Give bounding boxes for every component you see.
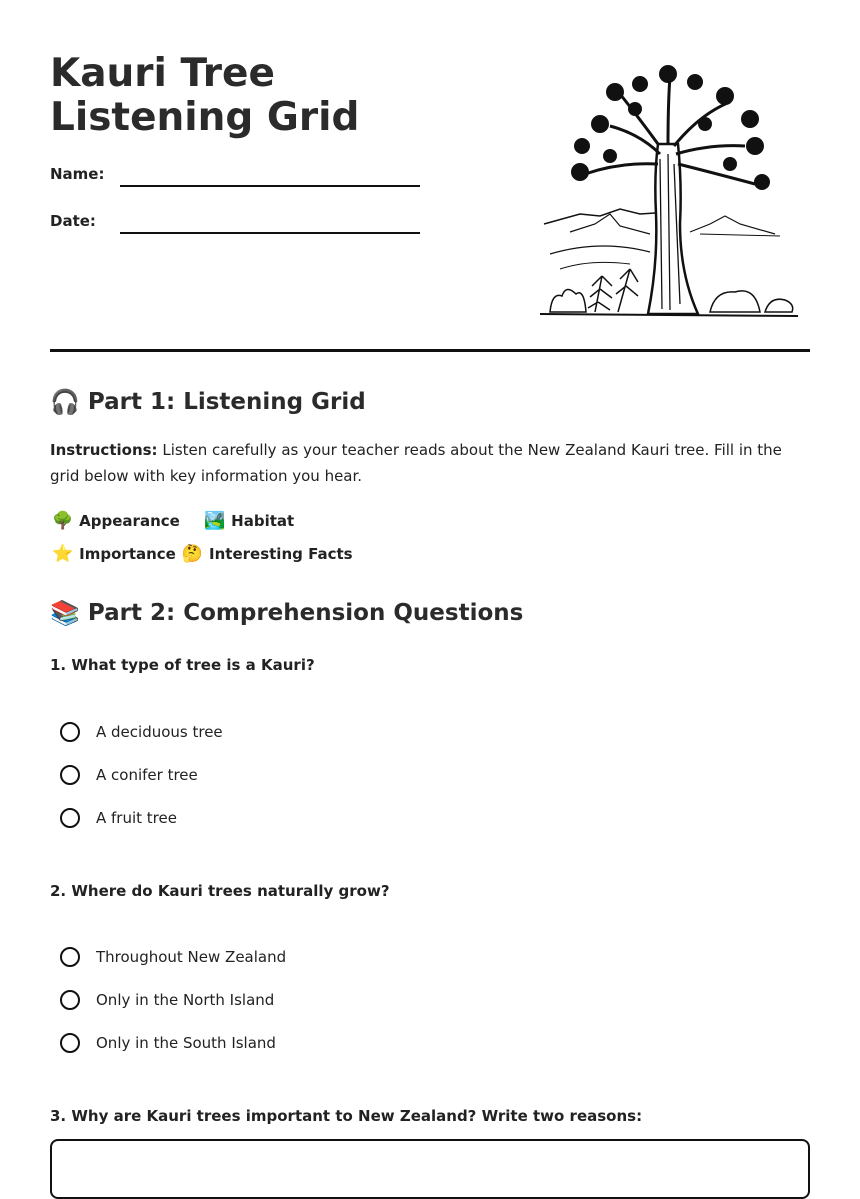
category-label: Interesting Facts [209, 545, 353, 563]
question-3: 3. Why are Kauri trees important to New Zealand? Write two reasons: [50, 1107, 643, 1125]
option-q1-b[interactable] [60, 765, 198, 785]
tree-icon: 🌳 [52, 511, 74, 531]
category-interesting-facts [182, 544, 353, 564]
part2-heading [50, 599, 523, 627]
thinking-face-icon: 🤔 [181, 544, 204, 564]
instructions-label: Instructions: [50, 441, 158, 459]
name-input-line[interactable] [120, 185, 420, 187]
option-label: A conifer tree [96, 766, 198, 784]
option-label: A fruit tree [96, 809, 177, 827]
option-q2-b[interactable] [60, 990, 274, 1010]
radio-button[interactable] [60, 1033, 80, 1053]
radio-button[interactable] [60, 722, 80, 742]
question-2: 2. Where do Kauri trees naturally grow? [50, 882, 390, 900]
instructions [50, 437, 810, 489]
part1-heading [50, 388, 366, 416]
answer-textarea[interactable] [50, 1139, 810, 1199]
radio-button[interactable] [60, 990, 80, 1010]
option-label: Only in the South Island [96, 1034, 276, 1052]
part2-heading-text: Part 2: Comprehension Questions [87, 600, 524, 626]
page-title: Kauri Tree Listening Grid [50, 51, 360, 140]
headphones-icon: 🎧 [50, 388, 80, 416]
header-divider [50, 349, 810, 352]
category-label: Importance [79, 545, 176, 563]
option-q1-c[interactable] [60, 808, 177, 828]
option-q1-a[interactable] [60, 722, 223, 742]
name-label: Name: [50, 165, 105, 183]
option-label: A deciduous tree [96, 723, 223, 741]
option-q2-a[interactable] [60, 947, 286, 967]
kauri-tree-illustration-icon [540, 64, 800, 320]
question-1: 1. What type of tree is a Kauri? [50, 656, 315, 674]
landscape-icon: 🏞️ [204, 511, 226, 531]
category-habitat [204, 511, 294, 531]
star-icon: ⭐ [52, 544, 74, 564]
radio-button[interactable] [60, 808, 80, 828]
date-label: Date: [50, 212, 96, 230]
option-label: Throughout New Zealand [96, 948, 287, 966]
category-appearance [52, 511, 204, 531]
part1-heading-text: Part 1: Listening Grid [87, 389, 366, 415]
option-q2-c[interactable] [60, 1033, 276, 1053]
option-label: Only in the North Island [96, 991, 275, 1009]
category-label: Habitat [231, 512, 295, 530]
category-importance [52, 544, 176, 564]
books-icon: 📚 [50, 599, 80, 627]
category-row-1 [52, 511, 294, 531]
date-input-line[interactable] [120, 232, 420, 234]
radio-button[interactable] [60, 765, 80, 785]
category-row-2 [52, 544, 353, 564]
instructions-text: Listen carefully as your teacher reads about the New Zealand Kauri tree. Fill in the grid below with key information you hear. [50, 441, 782, 485]
category-label: Appearance [79, 512, 180, 530]
radio-button[interactable] [60, 947, 80, 967]
